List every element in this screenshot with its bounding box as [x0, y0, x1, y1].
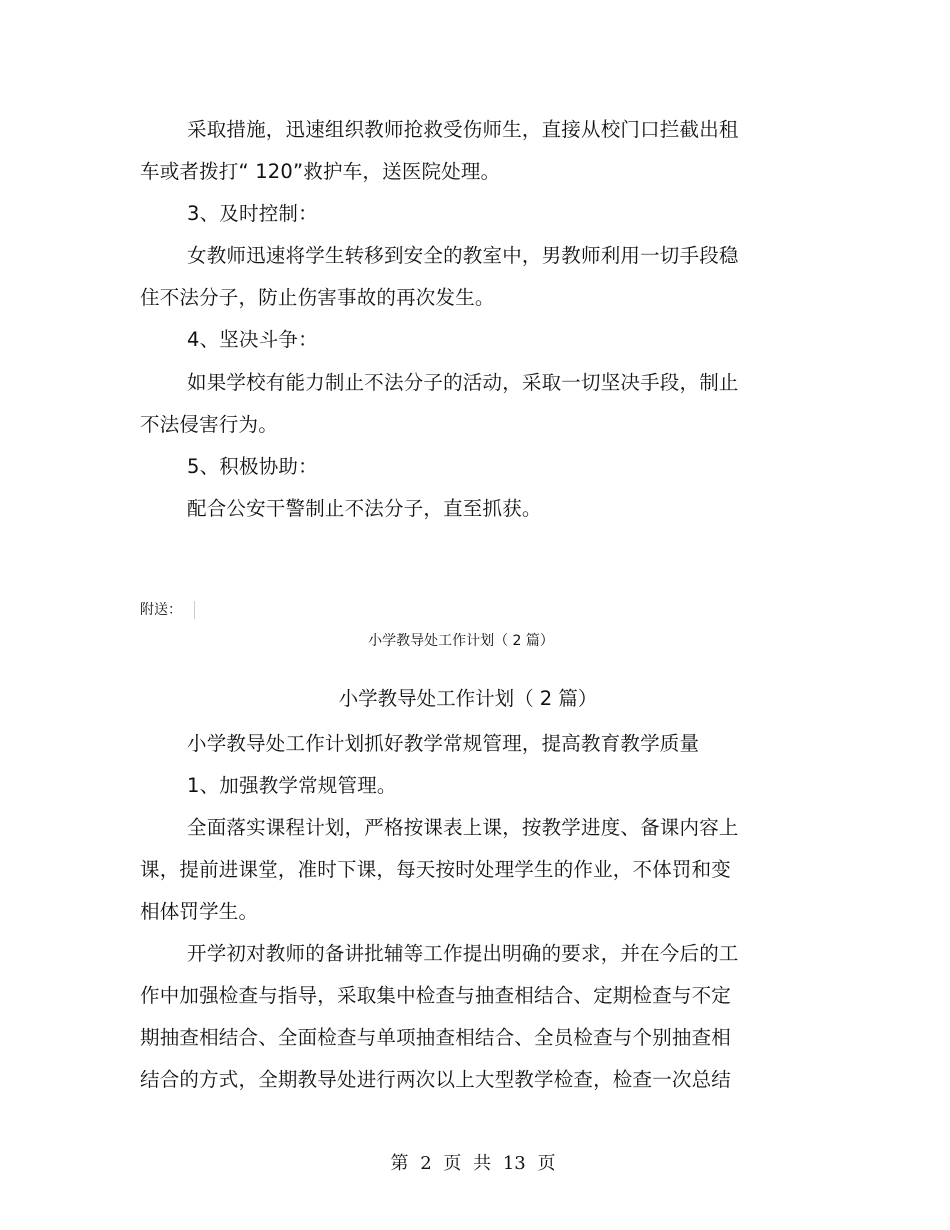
paragraph-line: 开学初对教师的备讲批辅等工作提出明确的要求，并在今后的工	[187, 942, 739, 965]
paragraph-line: 不法侵害行为。	[140, 413, 278, 436]
section-heading: 3、及时控制：	[187, 202, 318, 225]
paragraph-line: 采取措施，迅速组织教师抢救受伤师生，直接从校门口拦截出租	[187, 118, 739, 141]
paragraph-line: 期抽查相结合、全面检查与单项抽查相结合、全员检查与个别抽查相	[140, 1026, 732, 1049]
paragraph-line: 结合的方式，全期教导处进行两次以上大型教学检查，检查一次总结	[140, 1068, 732, 1091]
paragraph-line: 如果学校有能力制止不法分子的活动，采取一切坚决手段，制止	[187, 371, 739, 394]
paragraph-line: 住不法分子，防止伤害事故的再次发生。	[140, 286, 495, 309]
paragraph-line: 课，提前进课堂，准时下课，每天按时处理学生的作业，不体罚和变	[140, 858, 732, 881]
paragraph-line: 相体罚学生。	[140, 900, 259, 923]
attachment-label: 附送：	[140, 601, 195, 619]
section-heading: 5、积极协助：	[187, 455, 318, 478]
paragraph-line: 小学教导处工作计划抓好教学常规管理，提高教育教学质量	[187, 732, 700, 755]
paragraph-line: 作中加强检查与指导，采取集中检查与抽查相结合、定期检查与不定	[140, 984, 732, 1007]
paragraph-line: 车或者拨打“ 120”救护车，送医院处理。	[140, 160, 501, 183]
paragraph-line: 女教师迅速将学生转移到安全的教室中，男教师利用一切手段稳	[187, 244, 739, 267]
paragraph-line: 配合公安干警制止不法分子，直至抓获。	[187, 497, 542, 520]
attachment-small-title: 小学教导处工作计划（ 2 篇）	[368, 633, 554, 649]
document-title: 小学教导处工作计划（ 2 篇）	[338, 687, 598, 710]
paragraph-line: 全面落实课程计划，严格按课表上课，按教学进度、备课内容上	[187, 816, 739, 839]
section-heading: 1、加强教学常规管理。	[187, 774, 397, 797]
section-heading: 4、坚决斗争：	[187, 328, 318, 351]
page-number-footer: 第 2 页 共 13 页	[390, 1153, 556, 1174]
